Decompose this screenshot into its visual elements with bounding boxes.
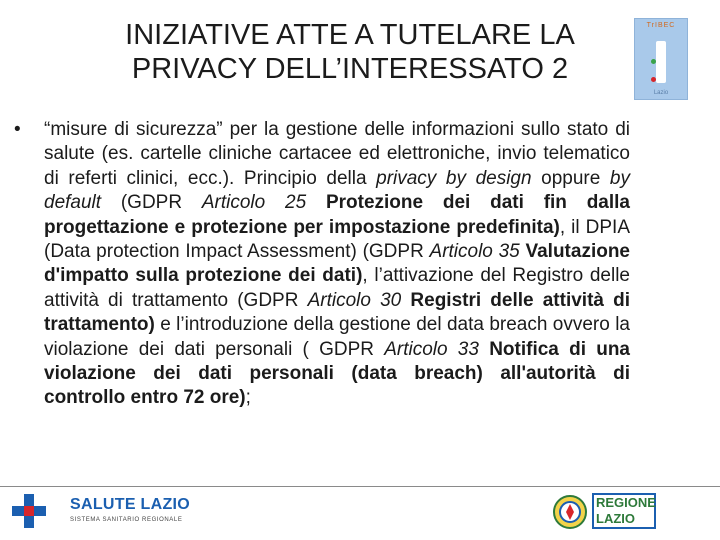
tribec-logo [634,18,688,100]
paragraph-segment-italic: privacy by design [376,167,532,189]
paragraph-segment-normal: e l’introduzione della gestione del data breach ovvero la violazione dei dati personali ( GDPR [44,314,630,360]
paragraph-segment-bold: Notifica di una violazione dei dati personali (data breach) all'autorità di controllo entro 72 ore) [44,338,630,409]
paragraph-segment-bold: Valutazione d'impatto sulla protezione dei dati) [44,241,630,287]
slide-title-line-2: PRIVACY DELL’INTERESSATO 2 [131,53,569,85]
tribec-logo-dot-red [651,77,656,82]
paragraph-segment-italic: Articolo 25 [201,192,307,214]
bullet-paragraph [44,118,630,411]
tribec-logo-bar [656,41,666,83]
footer-divider [0,486,720,487]
regione-lazio-logo [552,490,702,534]
paragraph-segment-italic: Articolo 35 [429,241,520,263]
salute-lazio-name: SALUTE LAZIO [70,496,191,513]
salute-lazio-logo [12,490,212,534]
paragraph-segment-italic: Articolo 30 [307,289,402,311]
tribec-logo-dot-green [651,59,656,64]
paragraph-segment-italic: by default [44,167,630,214]
paragraph-segment-normal [479,339,489,360]
tribec-logo-sub: Lazio [653,90,669,96]
paragraph-segment-normal: (GDPR [101,192,202,214]
paragraph-segment-normal: ; [245,387,251,409]
paragraph-segment-bold: Protezione dei dati fin dalla progettazione e protezione per impostazione predefinita) [44,192,630,238]
paragraph-segment-normal: , il DPIA (Data protection Impact Assessment) (GDPR [44,216,631,263]
paragraph-segment-normal: per la gestione delle informazioni sullo stato di salute (es. cartelle cliniche cartacee ed elettroniche, invio telematico di referti clinici, ecc.). Principio della [44,119,630,189]
salute-lazio-subtitle: SISTEMA SANITARIO REGIONALE [70,517,183,523]
tribec-logo-brand: TrIBEC [646,22,676,29]
medical-cross-icon [12,494,46,528]
slide-title [60,18,640,86]
paragraph-segment-bold: Registri delle attività di trattamento) [44,289,630,336]
paragraph-segment-normal: , l’attivazione del Registro delle attività di trattamento (GDPR [44,265,630,311]
slide-title-line-1: INIZIATIVE ATTE A TUTELARE LA [125,19,575,51]
paragraph-segment-italic: Articolo 33 [384,338,479,360]
paragraph-segment-normal [306,192,326,213]
regione-name-line-1: REGIONE [596,495,656,510]
paragraph-segment-normal: “misure di sicurezza” [44,119,223,140]
regione-emblem-icon [552,492,588,532]
paragraph-segment-normal: oppure [531,167,610,189]
regione-name-line-2: LAZIO [596,511,635,526]
